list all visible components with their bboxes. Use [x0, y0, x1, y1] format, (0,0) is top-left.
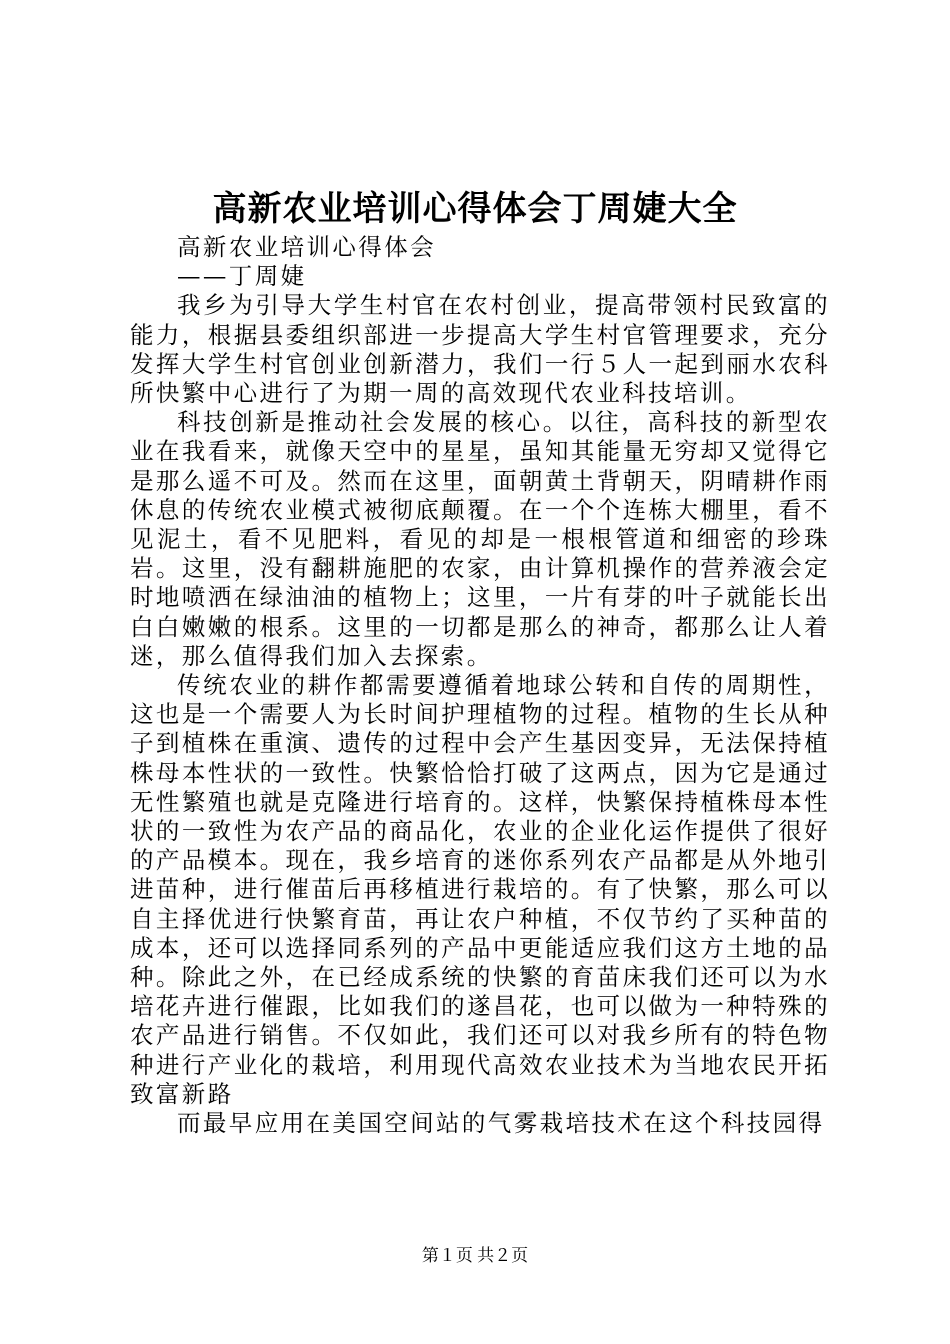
document-title: 高新农业培训心得体会丁周婕大全 — [212, 189, 738, 229]
paragraph: 传统农业的耕作都需要遵循着地球公转和自传的周期性，这也是一个需要人为长时间护理植物的过程。植物的生长从种子到植株在重演、遗传的过程中会产生基因变异，无法保持植株母本性状的一致性。快繁恰恰打破了这两点，因为它是通过无性繁殖也就是克隆进行培育的。这样，快繁保持植株母本性状的一致性为农产品的商品化，农业的企业化运作提供了很好的产品模本。现在，我乡培育的迷你系列农产品都是从外地引进苗种，进行催苗后再移植进行栽培的。有了快繁，那么可以自主择优进行快繁育苗，再让农户种植，不仅节约了买种苗的成本，还可以选择同系列的产品中更能适应我们这方土地的品种。除此之外，在已经成系统的快繁的育苗床我们还可以为水培花卉进行催跟，比如我们的遂昌花，也可以做为一种特殊的农产品进行销售。不仅如此，我们还可以对我乡所有的特色物种进行产业化的栽培，利用现代高效农业技术为当地农民开拓致富新路 — [130, 671, 830, 1108]
paragraph: 科技创新是推动社会发展的核心。以往，高科技的新型农业在我看来，就像天空中的星星，虽知其能量无穷却又觉得它是那么遥不可及。然而在这里，面朝黄土背朝天，阴晴耕作雨休息的传统农业模式被彻底颠覆。在一个个连栋大棚里，看不见泥土，看不见肥料，看见的却是一根根管道和细密的珍珠岩。这里，没有翻耕施肥的农家，由计算机操作的营养液会定时地喷洒在绿油油的植物上；这里，一片有芽的叶子就能长出白白嫩嫩的根系。这里的一切都是那么的神奇，都那么让人着迷，那么值得我们加入去探索。 — [130, 408, 830, 670]
page-footer: 第１页 共２页 — [421, 1246, 529, 1265]
paragraph: 我乡为引导大学生村官在农村创业，提高带领村民致富的能力，根据县委组织部进一步提高大学生村官管理要求，充分发挥大学生村官创业创新潜力，我们一行５人一起到丽水农科所快繁中心进行了为期一周的高效现代农业科技培训。 — [130, 291, 830, 408]
paragraph: 而最早应用在美国空间站的气雾栽培技术在这个科技园得 — [177, 1109, 825, 1138]
author-line: ——丁周婕 — [177, 262, 307, 291]
document-body — [130, 233, 830, 1138]
document-subtitle: 高新农业培训心得体会 — [177, 233, 436, 261]
